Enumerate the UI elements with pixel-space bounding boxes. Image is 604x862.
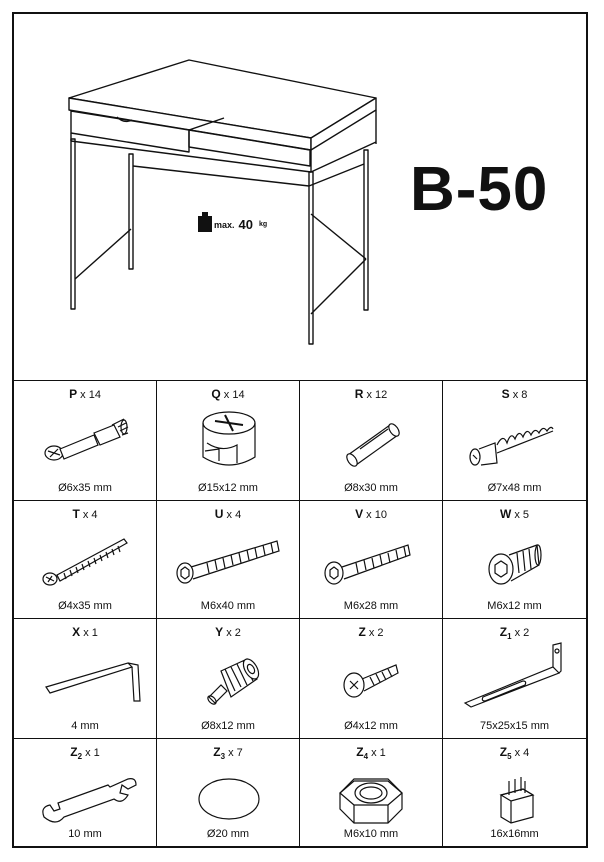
part-cell-s: S x 8 Ø7x48 mm [443,380,586,500]
hex-bolt-long-icon [167,523,290,595]
part-cell-z2: $Z_2$ x 1 10 mm [14,738,157,846]
weight-icon [198,212,212,232]
max-load-label: max. 40 kg [214,217,268,232]
part-cell-z4: $Z_4$ x 1 M6x10 mm [300,738,443,846]
part-cell-p: P x 14 Ø6x35 mm [14,380,157,500]
instruction-sheet [12,12,588,848]
part-cell-w: W x 5 M6x12 mm [443,500,586,618]
part-cell-t: T x 4 Ø4x35 mm [14,500,157,618]
wood-dowel-icon [310,403,433,475]
part-cell-z1: $Z_1$ x 2 75x25x15 mm [443,618,586,738]
angle-bracket-icon [453,641,576,713]
threaded-insert-icon [167,641,290,713]
hex-bolt-medium-icon [310,523,433,595]
hex-bolt-short-icon [453,523,576,595]
part-cell-z: Z x 2 Ø4x12 mm [300,618,443,738]
part-cell-x: X x 1 4 mm [14,618,157,738]
part-cell-z3: $Z_3$ x 7 Ø20 mm [157,738,300,846]
model-number: B-50 [410,155,549,224]
anchor-screw-icon [453,403,576,475]
wrench-icon [24,761,147,833]
part-cell-v: V x 10 M6x28 mm [300,500,443,618]
allen-key-icon [24,641,147,713]
part-cell-q: Q x 14 Ø15x12 mm [157,380,300,500]
wood-screw-icon [24,523,147,595]
part-cell-r: R x 12 Ø8x30 mm [300,380,443,500]
short-screw-icon [310,641,433,713]
cam-lock-icon [167,403,290,475]
hardware-parts-table [14,380,586,846]
felt-pad-icon [167,761,290,833]
cam-bolt-icon [24,403,147,475]
leg-cap-icon [453,761,576,833]
hex-nut-icon [310,761,433,833]
part-cell-u: U x 4 M6x40 mm [157,500,300,618]
product-overview [14,14,586,380]
part-cell-z5: $Z_5$ x 4 16x16mm [443,738,586,846]
part-cell-y: Y x 2 Ø8x12 mm [157,618,300,738]
